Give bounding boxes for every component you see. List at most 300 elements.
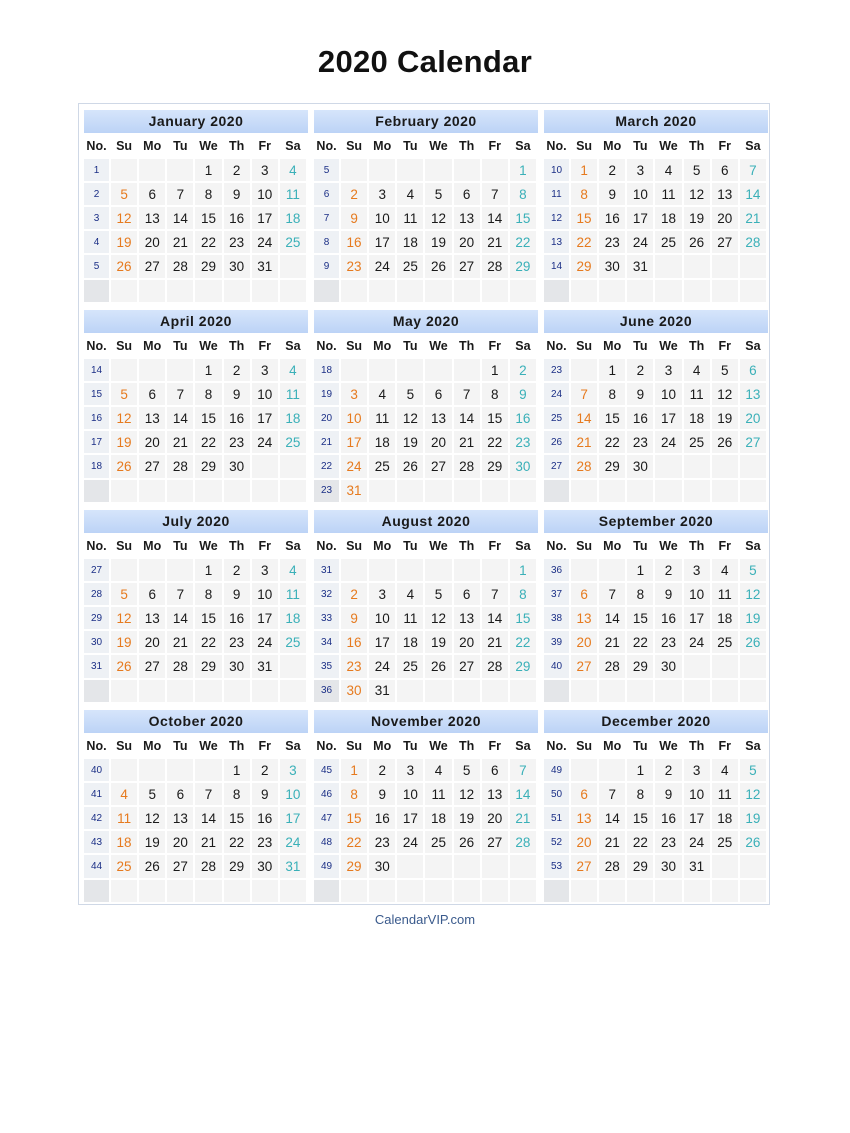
- week-number: 19: [314, 381, 341, 405]
- day-cell: 8: [627, 581, 655, 605]
- day-cell: 26: [397, 453, 425, 477]
- day-cell: [599, 878, 627, 902]
- week-number: 6: [314, 181, 341, 205]
- weekday-header: Sa: [280, 133, 308, 157]
- weekday-header: Tu: [627, 533, 655, 557]
- week-number: 40: [84, 757, 111, 781]
- week-row: [544, 678, 768, 702]
- day-cell: 26: [454, 829, 482, 853]
- weekday-header: Tu: [397, 533, 425, 557]
- day-cell: [712, 853, 740, 877]
- day-cell: [627, 478, 655, 502]
- day-cell: [252, 453, 280, 477]
- day-cell: 29: [571, 253, 599, 277]
- day-cell: 17: [252, 605, 280, 629]
- day-cell: 18: [397, 229, 425, 253]
- week-number: 5: [314, 157, 341, 181]
- day-cell: 10: [655, 381, 683, 405]
- day-cell: 3: [655, 357, 683, 381]
- day-cell: 24: [684, 629, 712, 653]
- weekday-header: Mo: [599, 733, 627, 757]
- day-cell: 26: [740, 629, 768, 653]
- day-cell: 15: [571, 205, 599, 229]
- week-row: [84, 781, 308, 805]
- week-number: 23: [314, 478, 341, 502]
- week-number: [544, 478, 571, 502]
- day-cell: 3: [369, 581, 397, 605]
- week-number: 32: [314, 581, 341, 605]
- weekday-header: We: [655, 133, 683, 157]
- week-row: [544, 357, 768, 381]
- day-cell: [341, 157, 369, 181]
- week-row: [314, 653, 538, 677]
- day-cell: [571, 478, 599, 502]
- day-cell: [252, 878, 280, 902]
- day-cell: 10: [397, 781, 425, 805]
- day-cell: 22: [195, 429, 223, 453]
- week-number: 5: [84, 253, 111, 277]
- day-cell: [111, 278, 139, 302]
- day-cell: [655, 878, 683, 902]
- day-cell: 29: [482, 453, 510, 477]
- week-number: [84, 278, 111, 302]
- day-cell: 21: [571, 429, 599, 453]
- day-cell: 22: [510, 229, 538, 253]
- month-title: December 2020: [544, 710, 768, 733]
- day-cell: 7: [167, 581, 195, 605]
- day-cell: [224, 678, 252, 702]
- day-cell: 12: [712, 381, 740, 405]
- day-cell: [369, 478, 397, 502]
- day-cell: [425, 557, 453, 581]
- day-cell: 5: [111, 581, 139, 605]
- day-cell: 31: [369, 678, 397, 702]
- day-cell: 11: [655, 181, 683, 205]
- day-cell: 22: [599, 429, 627, 453]
- day-cell: 20: [139, 229, 167, 253]
- day-cell: 17: [341, 429, 369, 453]
- week-row: [544, 605, 768, 629]
- day-cell: [571, 357, 599, 381]
- day-cell: 2: [655, 757, 683, 781]
- day-cell: 14: [167, 605, 195, 629]
- day-cell: 24: [627, 229, 655, 253]
- month-block: [544, 310, 768, 502]
- day-cell: 20: [167, 829, 195, 853]
- day-cell: [454, 878, 482, 902]
- month-block: [84, 310, 308, 502]
- day-cell: 5: [740, 757, 768, 781]
- day-cell: 26: [111, 653, 139, 677]
- day-cell: 1: [195, 357, 223, 381]
- week-row: [314, 278, 538, 302]
- weekday-header: Tu: [627, 133, 655, 157]
- day-cell: 25: [684, 429, 712, 453]
- day-cell: 13: [139, 605, 167, 629]
- day-cell: 10: [280, 781, 308, 805]
- day-cell: 3: [252, 157, 280, 181]
- day-cell: 31: [252, 253, 280, 277]
- day-cell: 6: [740, 357, 768, 381]
- week-number-header: No.: [314, 533, 341, 557]
- day-cell: 3: [397, 757, 425, 781]
- weekday-header: Fr: [252, 733, 280, 757]
- day-cell: 30: [224, 653, 252, 677]
- week-number: [544, 278, 571, 302]
- day-cell: [369, 557, 397, 581]
- weekday-header: Mo: [139, 733, 167, 757]
- day-cell: [684, 478, 712, 502]
- week-row: [314, 229, 538, 253]
- day-cell: [712, 678, 740, 702]
- day-cell: 22: [195, 229, 223, 253]
- day-cell: 20: [712, 205, 740, 229]
- week-number: 28: [84, 581, 111, 605]
- day-cell: [740, 878, 768, 902]
- day-cell: 5: [454, 757, 482, 781]
- day-cell: 9: [224, 181, 252, 205]
- day-cell: 19: [740, 805, 768, 829]
- day-cell: 21: [454, 429, 482, 453]
- day-cell: 29: [224, 853, 252, 877]
- day-cell: [655, 478, 683, 502]
- day-cell: 28: [599, 853, 627, 877]
- day-cell: 27: [425, 453, 453, 477]
- day-cell: 29: [195, 253, 223, 277]
- week-number: 30: [84, 629, 111, 653]
- day-cell: 21: [599, 629, 627, 653]
- week-number-header: No.: [84, 333, 111, 357]
- week-number: [314, 878, 341, 902]
- day-cell: 30: [599, 253, 627, 277]
- weekday-header: Th: [454, 533, 482, 557]
- weekday-header: Sa: [280, 733, 308, 757]
- week-number: [544, 678, 571, 702]
- day-cell: 15: [627, 805, 655, 829]
- week-number-header: No.: [84, 733, 111, 757]
- weekday-header: We: [195, 133, 223, 157]
- day-cell: [684, 878, 712, 902]
- day-cell: 21: [167, 629, 195, 653]
- day-cell: 11: [111, 805, 139, 829]
- day-cell: 11: [397, 605, 425, 629]
- weekday-header: Su: [571, 133, 599, 157]
- week-number: 31: [84, 653, 111, 677]
- day-cell: 5: [684, 157, 712, 181]
- week-row: [314, 405, 538, 429]
- day-cell: 16: [627, 405, 655, 429]
- day-cell: 14: [482, 605, 510, 629]
- day-cell: 1: [341, 757, 369, 781]
- week-row: [314, 181, 538, 205]
- weekday-header: Su: [111, 533, 139, 557]
- weekday-header: Mo: [599, 133, 627, 157]
- week-number: 16: [84, 405, 111, 429]
- day-cell: 11: [712, 781, 740, 805]
- day-cell: 26: [740, 829, 768, 853]
- day-cell: 10: [369, 205, 397, 229]
- week-number: 46: [314, 781, 341, 805]
- week-row: [544, 805, 768, 829]
- week-number-header: No.: [314, 733, 341, 757]
- week-number: [84, 478, 111, 502]
- day-cell: 28: [454, 453, 482, 477]
- week-number: 14: [544, 253, 571, 277]
- day-cell: 18: [280, 405, 308, 429]
- day-cell: 4: [280, 157, 308, 181]
- day-cell: 29: [510, 653, 538, 677]
- week-number: 20: [314, 405, 341, 429]
- day-cell: 11: [425, 781, 453, 805]
- day-cell: 28: [482, 653, 510, 677]
- day-cell: 11: [280, 581, 308, 605]
- week-number: [544, 878, 571, 902]
- week-row: [84, 478, 308, 502]
- footer-link[interactable]: CalendarVIP.com: [374, 912, 476, 927]
- week-number: 36: [544, 557, 571, 581]
- week-row: [84, 453, 308, 477]
- day-cell: [397, 557, 425, 581]
- weekday-header: Sa: [280, 333, 308, 357]
- weekday-header: Sa: [740, 733, 768, 757]
- day-cell: 24: [341, 453, 369, 477]
- day-cell: 2: [224, 357, 252, 381]
- weekday-header: Tu: [167, 333, 195, 357]
- weekday-header: Fr: [712, 533, 740, 557]
- day-cell: 25: [397, 253, 425, 277]
- day-cell: 15: [627, 605, 655, 629]
- weekday-header-row: [84, 133, 308, 157]
- week-row: [84, 629, 308, 653]
- day-cell: 13: [571, 605, 599, 629]
- day-cell: [397, 878, 425, 902]
- day-cell: 29: [599, 453, 627, 477]
- day-cell: 6: [571, 781, 599, 805]
- day-cell: 23: [369, 829, 397, 853]
- day-cell: 27: [139, 253, 167, 277]
- week-number: 14: [84, 357, 111, 381]
- day-cell: [111, 878, 139, 902]
- day-cell: 28: [571, 453, 599, 477]
- weekday-header: Th: [684, 333, 712, 357]
- day-cell: 13: [454, 605, 482, 629]
- day-cell: 31: [684, 853, 712, 877]
- day-cell: 3: [627, 157, 655, 181]
- month-table: [84, 133, 308, 302]
- day-cell: 15: [510, 205, 538, 229]
- day-cell: 18: [712, 605, 740, 629]
- week-number: 2: [84, 181, 111, 205]
- day-cell: [655, 278, 683, 302]
- week-number: 48: [314, 829, 341, 853]
- week-number-header: No.: [544, 533, 571, 557]
- day-cell: 1: [195, 557, 223, 581]
- day-cell: 23: [655, 829, 683, 853]
- day-cell: 18: [425, 805, 453, 829]
- day-cell: [397, 853, 425, 877]
- day-cell: [510, 678, 538, 702]
- day-cell: [684, 278, 712, 302]
- day-cell: 14: [167, 405, 195, 429]
- month-block: [84, 710, 308, 902]
- day-cell: [397, 357, 425, 381]
- month-title: January 2020: [84, 110, 308, 133]
- day-cell: 4: [397, 181, 425, 205]
- day-cell: 23: [599, 229, 627, 253]
- day-cell: [139, 157, 167, 181]
- day-cell: [224, 278, 252, 302]
- day-cell: 2: [224, 157, 252, 181]
- day-cell: 19: [684, 205, 712, 229]
- weekday-header: Th: [454, 733, 482, 757]
- day-cell: [425, 157, 453, 181]
- day-cell: 25: [425, 829, 453, 853]
- day-cell: [627, 878, 655, 902]
- week-row: [314, 581, 538, 605]
- week-row: [544, 453, 768, 477]
- day-cell: 18: [369, 429, 397, 453]
- week-row: [544, 229, 768, 253]
- day-cell: [599, 678, 627, 702]
- day-cell: 30: [369, 853, 397, 877]
- day-cell: [425, 357, 453, 381]
- day-cell: 25: [655, 229, 683, 253]
- day-cell: 15: [195, 405, 223, 429]
- day-cell: 22: [224, 829, 252, 853]
- weekday-header: Sa: [280, 533, 308, 557]
- week-row: [544, 878, 768, 902]
- day-cell: 9: [599, 181, 627, 205]
- day-cell: [425, 878, 453, 902]
- day-cell: 24: [252, 229, 280, 253]
- week-row: [544, 278, 768, 302]
- weekday-header: Sa: [510, 533, 538, 557]
- day-cell: 22: [571, 229, 599, 253]
- day-cell: 18: [684, 405, 712, 429]
- day-cell: 24: [280, 829, 308, 853]
- day-cell: 28: [167, 253, 195, 277]
- day-cell: 19: [111, 629, 139, 653]
- day-cell: 11: [369, 405, 397, 429]
- week-number: 11: [544, 181, 571, 205]
- day-cell: 27: [571, 653, 599, 677]
- day-cell: [510, 853, 538, 877]
- page-title: 2020 Calendar: [317, 44, 533, 79]
- weekday-header: Fr: [482, 333, 510, 357]
- week-number: 31: [314, 557, 341, 581]
- weekday-header: Su: [111, 133, 139, 157]
- day-cell: 5: [740, 557, 768, 581]
- day-cell: 1: [627, 557, 655, 581]
- day-cell: 9: [224, 381, 252, 405]
- week-number: 44: [84, 853, 111, 877]
- week-number-header: No.: [544, 133, 571, 157]
- day-cell: [369, 278, 397, 302]
- weekday-header: Tu: [627, 733, 655, 757]
- day-cell: 7: [167, 381, 195, 405]
- day-cell: 17: [280, 805, 308, 829]
- day-cell: 18: [280, 205, 308, 229]
- day-cell: [167, 278, 195, 302]
- day-cell: 9: [655, 781, 683, 805]
- weekday-header: Fr: [712, 133, 740, 157]
- week-number: 41: [84, 781, 111, 805]
- day-cell: 19: [712, 405, 740, 429]
- day-cell: 19: [139, 829, 167, 853]
- weekday-header-row: [314, 333, 538, 357]
- day-cell: 6: [139, 381, 167, 405]
- day-cell: [167, 357, 195, 381]
- month-title: August 2020: [314, 510, 538, 533]
- day-cell: [712, 653, 740, 677]
- day-cell: [280, 678, 308, 702]
- month-block: [314, 510, 538, 702]
- week-row: [544, 829, 768, 853]
- day-cell: 20: [482, 805, 510, 829]
- day-cell: [224, 878, 252, 902]
- weekday-header: We: [195, 733, 223, 757]
- week-row: [314, 757, 538, 781]
- day-cell: [571, 678, 599, 702]
- month-block: [544, 510, 768, 702]
- week-row: [84, 878, 308, 902]
- weekday-header-row: [84, 533, 308, 557]
- day-cell: [425, 678, 453, 702]
- day-cell: 23: [224, 429, 252, 453]
- day-cell: 16: [655, 605, 683, 629]
- day-cell: 21: [167, 429, 195, 453]
- day-cell: 1: [599, 357, 627, 381]
- day-cell: [139, 278, 167, 302]
- day-cell: 24: [397, 829, 425, 853]
- day-cell: 4: [280, 557, 308, 581]
- week-row: [84, 205, 308, 229]
- day-cell: 14: [599, 805, 627, 829]
- day-cell: 23: [341, 253, 369, 277]
- day-cell: [425, 278, 453, 302]
- week-row: [84, 829, 308, 853]
- day-cell: 17: [627, 205, 655, 229]
- day-cell: 23: [341, 653, 369, 677]
- weekday-header: Mo: [369, 133, 397, 157]
- week-number: 13: [544, 229, 571, 253]
- day-cell: 29: [510, 253, 538, 277]
- day-cell: [740, 253, 768, 277]
- day-cell: 21: [740, 205, 768, 229]
- week-row: [314, 781, 538, 805]
- day-cell: 8: [195, 581, 223, 605]
- day-cell: [111, 478, 139, 502]
- weekday-header: We: [655, 333, 683, 357]
- weekday-header: Fr: [252, 533, 280, 557]
- day-cell: 14: [740, 181, 768, 205]
- day-cell: 26: [712, 429, 740, 453]
- day-cell: 15: [195, 605, 223, 629]
- week-row: [314, 557, 538, 581]
- day-cell: 10: [684, 781, 712, 805]
- week-number: 21: [314, 429, 341, 453]
- week-row: [314, 205, 538, 229]
- week-number: 3: [84, 205, 111, 229]
- day-cell: [369, 157, 397, 181]
- day-cell: [454, 478, 482, 502]
- day-cell: 13: [139, 205, 167, 229]
- day-cell: [712, 453, 740, 477]
- day-cell: 25: [712, 829, 740, 853]
- day-cell: 15: [341, 805, 369, 829]
- day-cell: 12: [397, 405, 425, 429]
- week-row: [314, 805, 538, 829]
